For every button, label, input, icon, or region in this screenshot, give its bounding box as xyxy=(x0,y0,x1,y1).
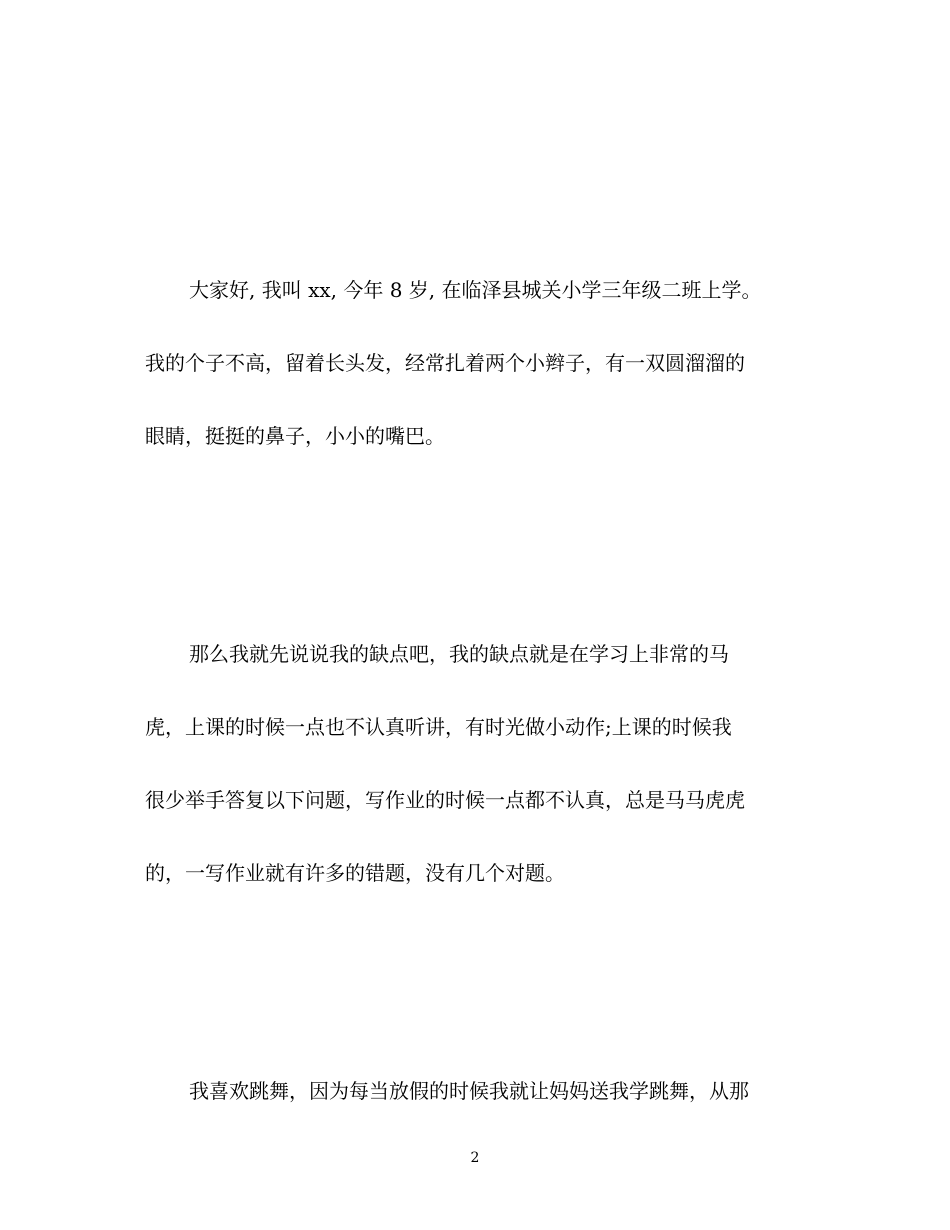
paragraph-line: 虎，上课的时候一点也不认真听讲，有时光做小动作;上课的时候我 xyxy=(145,715,732,739)
paragraph-line: 那么我就先说说我的缺点吧，我的缺点就是在学习上非常的马 xyxy=(189,642,729,666)
paragraph-line: 大家好, 我叫 xx, 今年 8 岁, 在临泽县城关小学三年级二班上学。 xyxy=(189,278,762,302)
paragraph-line: 眼睛，挺挺的鼻子，小小的嘴巴。 xyxy=(145,424,445,448)
paragraph-line: 的，一写作业就有许多的错题，没有几个对题。 xyxy=(145,861,565,885)
paragraph-line: 我喜欢跳舞，因为每当放假的时候我就让妈妈送我学跳舞，从那 xyxy=(189,1079,749,1103)
paragraph-line: 我的个子不高，留着长头发，经常扎着两个小辫子，有一双圆溜溜的 xyxy=(145,351,745,375)
paragraph-line: 很少举手答复以下问题，写作业的时候一点都不认真，总是马马虎虎 xyxy=(145,788,745,812)
page-number: 2 xyxy=(470,1150,480,1166)
